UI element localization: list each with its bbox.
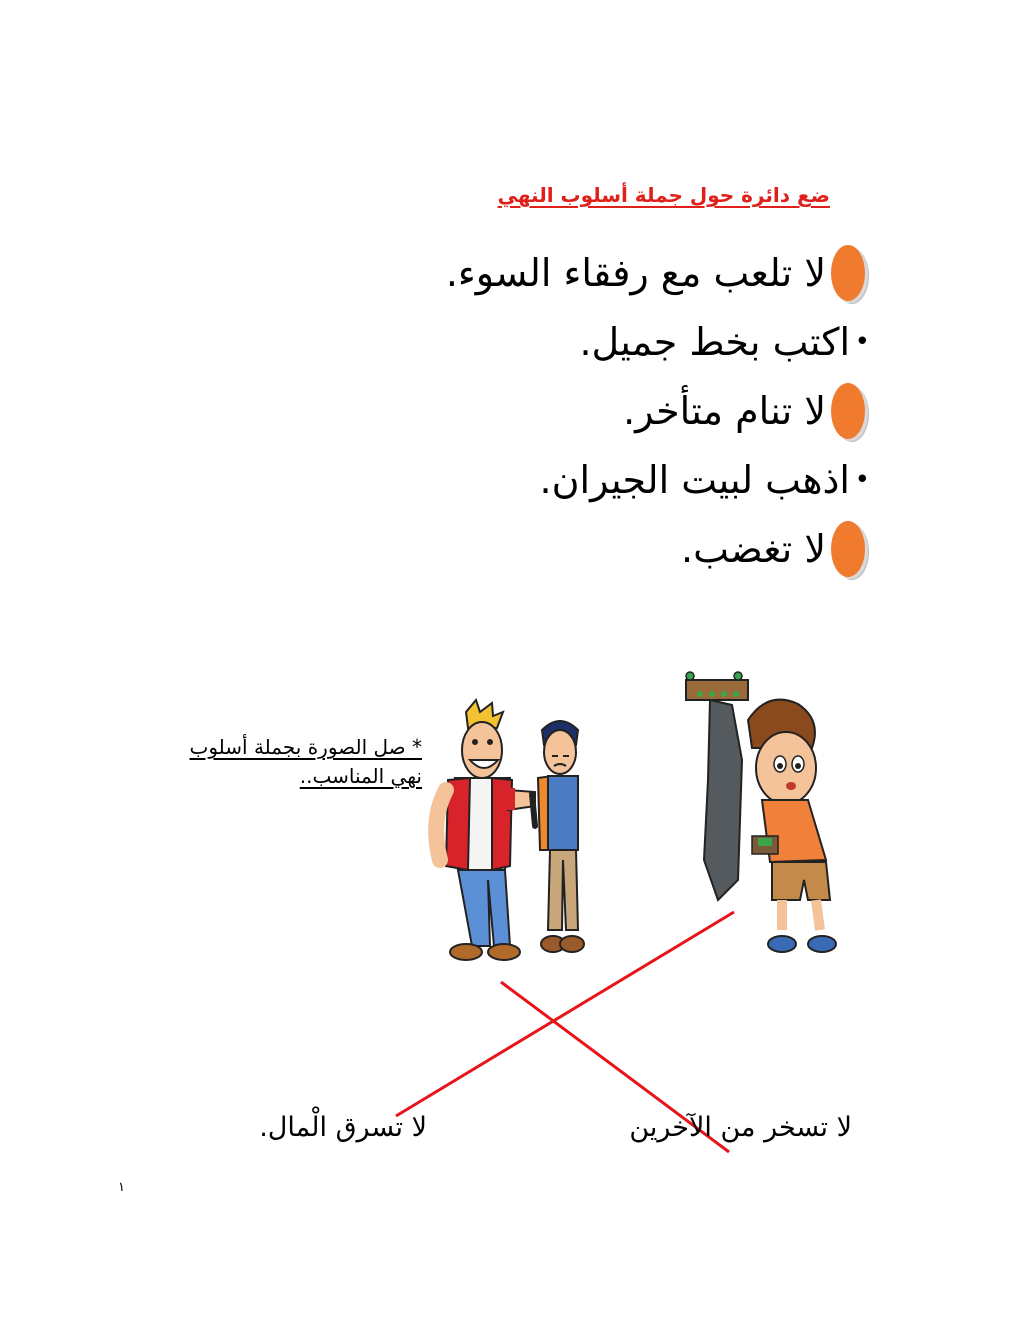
matching-instruction: * صل الصورة بجملة أسلوب نهي المناسب.. — [189, 735, 422, 788]
bullet-icon: • — [854, 464, 870, 495]
sad-boy-icon[interactable] — [538, 721, 584, 952]
sentence-text: اكتب بخط جميل. — [579, 319, 850, 364]
bullet-icon: • — [854, 326, 870, 357]
answer-mocking[interactable]: لا تسخر من الآخرين — [629, 1112, 852, 1143]
sentence-text: لا تلعب مع رفقاء السوء. — [445, 250, 826, 295]
page-number: ١ — [118, 1180, 125, 1195]
answer-stealing[interactable]: لا تسرق الْمال. — [259, 1112, 427, 1143]
sentence-text: لا تغضب. — [680, 526, 826, 571]
bully-icon[interactable] — [436, 700, 535, 960]
worksheet-title: ضع دائرة حول جملة أسلوب النهي — [497, 183, 830, 207]
sentence-text: لا تنام متأخر. — [623, 388, 826, 433]
stealing-boy-icon[interactable] — [686, 672, 836, 952]
sentence-text: اذهب لبيت الجيران. — [539, 457, 850, 502]
